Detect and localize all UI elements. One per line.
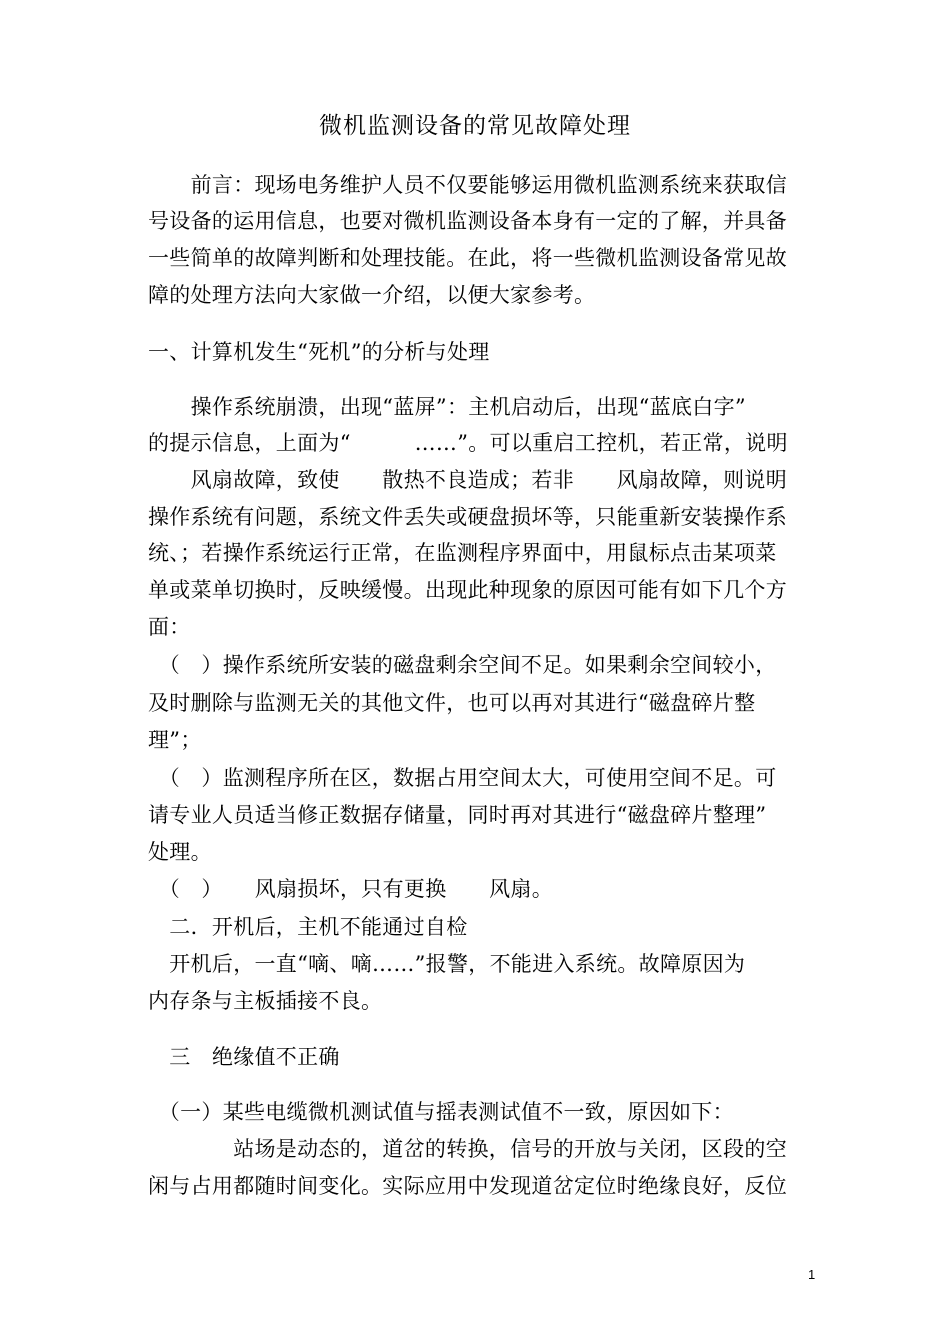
text-line: （ ）操作系统所安装的磁盘剩余空间不足。如果剩余空间较小，: [148, 653, 777, 677]
text-line: 开机后，一直“嘀、嘀……”报警，不能进入系统。故障原因为: [148, 952, 746, 976]
text-line: 闲与占用都随时间变化。实际应用中发现道岔定位时绝缘良好，反位: [148, 1174, 787, 1198]
text-line: 操作系统崩溃，出现“蓝屏”：主机启动后，出现“蓝底白字”: [148, 395, 746, 419]
text-line: 内存条与主板插接不良。: [148, 989, 383, 1013]
text-line: 风扇故障，致使 散热不良造成；若非 风扇故障，则说明: [148, 468, 787, 492]
text-line: 单或菜单切换时，反映缓慢。出现此种现象的原因可能有如下几个方: [148, 578, 787, 602]
text-line: 前言：现场电务维护人员不仅要能够运用微机监测系统来获取信: [148, 173, 787, 197]
text-line: 站场是动态的，道岔的转换，信号的开放与关闭，区段的空: [148, 1137, 787, 1161]
text-line: 理”；: [148, 728, 202, 752]
text-line: （一）某些电缆微机测试值与摇表测试值不一致，原因如下：: [148, 1100, 734, 1124]
text-line: 处理。: [148, 840, 212, 864]
page-title: 微机监测设备的常见故障处理: [319, 113, 631, 139]
text-line: 号设备的运用信息，也要对微机监测设备本身有一定的了解，并具备: [148, 209, 787, 233]
text-line: 及时删除与监测无关的其他文件，也可以再对其进行“磁盘碎片整: [148, 691, 756, 715]
page-number: 1: [808, 1267, 816, 1282]
text-line: （ ） 风扇损坏，只有更换 风扇。: [148, 877, 553, 901]
section-heading: 二．开机后，主机不能通过自检: [148, 915, 468, 939]
text-line: 请专业人员适当修正数据存储量，同时再对其进行“磁盘碎片整理”: [148, 803, 767, 827]
text-line: （ ）监测程序所在区，数据占用空间太大，可使用空间不足。可: [148, 766, 777, 790]
section-heading: 一、计算机发生“死机”的分析与处理: [148, 340, 490, 364]
text-line: 障的处理方法向大家做一介绍，以便大家参考。: [148, 283, 596, 307]
text-line: 的提示信息，上面为“ ……”。可以重启工控机，若正常，说明: [148, 431, 788, 455]
text-line: 操作系统有问题，系统文件丢失或硬盘损坏等，只能重新安装操作系: [148, 505, 787, 529]
text-line: 面：: [148, 615, 191, 639]
text-line: 一些简单的故障判断和处理技能。在此，将一些微机监测设备常见故: [148, 246, 787, 270]
text-line: 统、；若操作系统运行正常，在监测程序界面中，用鼠标点击某项菜: [148, 541, 777, 565]
section-heading: 三 绝缘值不正确: [148, 1045, 340, 1069]
